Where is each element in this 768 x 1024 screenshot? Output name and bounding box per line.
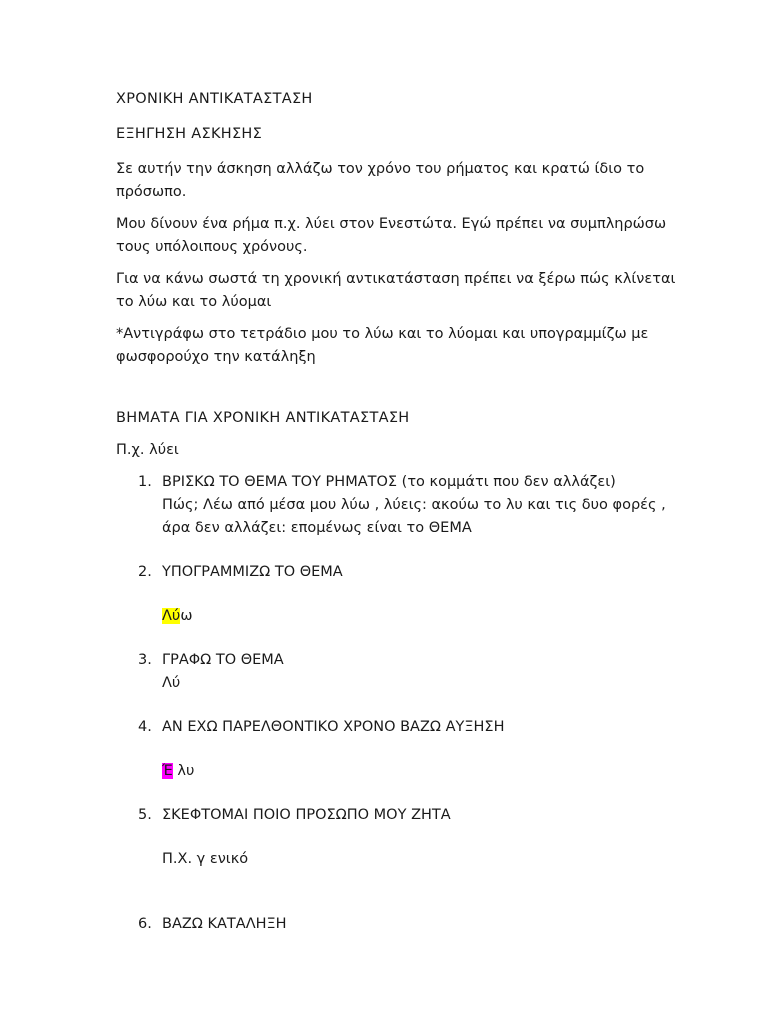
list-item-step-6	[116, 913, 656, 936]
intro-p3-line1: Για να κάνω σωστά τη χρονική αντικατάσταση πρέπει να ξέρω πώς κλίνεται	[116, 271, 676, 287]
step-number: 1.	[138, 474, 152, 490]
highlighted-augment: Έ	[162, 763, 173, 779]
intro-p4-line1: *Αντιγράφω στο τετράδιο μου το λύω και το λύομαι και υπογραμμίζω με	[116, 326, 649, 342]
step-4-line1: ΑΝ ΕΧΩ ΠΑΡΕΛΘΟΝΤΙΚΟ ΧΡΟΝΟ ΒΑΖΩ ΑΥΞΗΣΗ	[162, 719, 505, 735]
list-item-step-1	[116, 471, 666, 540]
intro-paragraph-1	[116, 158, 656, 204]
step-number: 5.	[138, 807, 152, 823]
document-page	[116, 88, 676, 936]
list-item-step-5	[116, 804, 656, 827]
list-item-step-3	[116, 649, 656, 695]
intro-p1-line2: πρόσωπο.	[116, 184, 187, 200]
intro-p1-line1: Σε αυτήν την άσκηση αλλάζω τον χρόνο του ρήματος και κρατώ ίδιο το	[116, 161, 645, 177]
intro-paragraph-4	[116, 323, 656, 369]
list-item-step-2	[116, 561, 656, 584]
step-6-line1: ΒΑΖΩ ΚΑΤΑΛΗΞΗ	[162, 916, 287, 932]
intro-paragraph-3	[116, 268, 676, 314]
intro-p4-line2: φωσφορούχο την κατάληξη	[116, 349, 316, 365]
document-title: ΧΡΟΝΙΚΗ ΑΝΤΙΚΑΤΑΣΤΑΣΗ	[116, 91, 313, 107]
step-1-line3: άρα δεν αλλάζει: επομένως είναι το ΘΕΜΑ	[162, 520, 472, 536]
step-4-example	[116, 760, 656, 783]
step-5-line1: ΣΚΕΦΤΟΜΑΙ ΠΟΙΟ ΠΡΟΣΩΠΟ ΜΟΥ ΖΗΤΑ	[162, 807, 451, 823]
step-2-example	[116, 605, 656, 628]
steps-example: Π.χ. λύει	[116, 442, 179, 458]
intro-p3-line2: το λύω και το λύομαι	[116, 294, 272, 310]
intro-p2-line2: τους υπόλοιπους χρόνους.	[116, 239, 308, 255]
highlighted-stem: Λύ	[162, 608, 181, 624]
intro-paragraph-2	[116, 213, 667, 259]
stem-text: λυ	[172, 763, 195, 779]
step-2-line1: ΥΠΟΓΡΑΜΜΙΖΩ ΤΟ ΘΕΜΑ	[162, 564, 343, 580]
step-1-line2: Πώς; Λέω από μέσα μου λύω , λύεις: ακούω το λυ και τις δυο φορές ,	[162, 497, 666, 513]
step-5-example: Π.Χ. γ ενικό	[162, 851, 249, 867]
intro-p2-line1: Μου δίνουν ένα ρήμα π.χ. λύει στον Ενεστώτα. Εγώ πρέπει να συμπληρώσω	[116, 216, 667, 232]
step-3-line2: Λύ	[162, 675, 181, 691]
steps-heading: ΒΗΜΑΤΑ ΓΙΑ ΧΡΟΝΙΚΗ ΑΝΤΙΚΑΤΑΣΤΑΣΗ	[116, 410, 410, 426]
step-number: 6.	[138, 916, 152, 932]
step-3-line1: ΓΡΑΦΩ ΤΟ ΘΕΜΑ	[162, 652, 284, 668]
document-subtitle: ΕΞΗΓΗΣΗ ΑΣΚΗΣΗΣ	[116, 126, 263, 142]
step-1-line1: ΒΡΙΣΚΩ ΤΟ ΘΕΜΑ ΤΟΥ ΡΗΜΑΤΟΣ (το κομμάτι που δεν αλλάζει)	[162, 474, 616, 490]
ending-text: ω	[180, 608, 193, 624]
list-item-step-4	[116, 716, 656, 739]
step-number: 3.	[138, 652, 152, 668]
step-number: 2.	[138, 564, 152, 580]
step-number: 4.	[138, 719, 152, 735]
